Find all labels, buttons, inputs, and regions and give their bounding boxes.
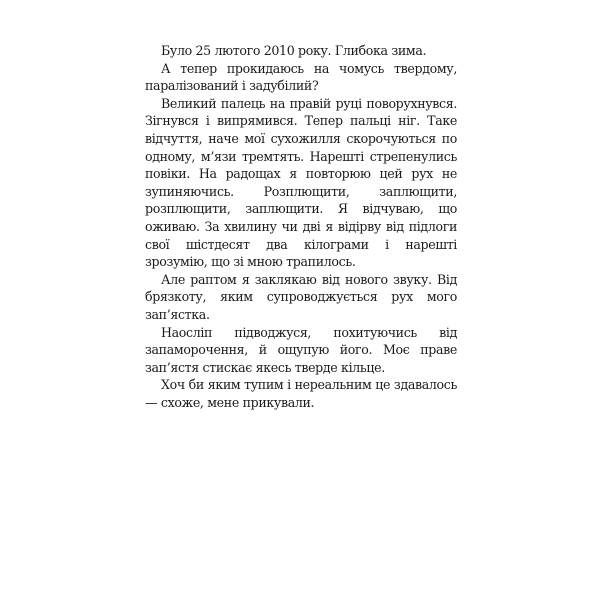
paragraph-6: Хоч би яким тупим і нереальним це здавалось — схоже, мене прикували.: [145, 377, 457, 410]
paragraph-2: А тепер прокидаюсь на чомусь твердому, паралізований і задубілий?: [145, 60, 457, 94]
paragraph-5: Наосліп підводжуся, похитуючись від запаморочення, й ощупую його. Моє праве зап’ястя стискає якесь тверде кільце.: [145, 324, 457, 375]
paragraph-1: Було 25 лютого 2010 року. Глибока зима.: [161, 43, 427, 58]
paragraph-3: Великий палець на правій руці поворухнувся. Зігнувся і випрямився. Тепер пальці ніг. Таке відчуття, наче мої сухожилля скорочуються по одному, м’язи тремтять. Нарешті стрепенулись повіки. На радощах я повторюю цей рух не зупиняючись. Розплющити, заплющити, розплющити, заплющити. Я відчуваю, що оживаю. За хвилину чи дві я відірву від підлоги свої шістдесят два кілограми і нарешті зрозумію, що зі мною трапилось.: [145, 95, 457, 270]
paragraph-4: Але раптом я заклякаю від нового звуку. Від брязкоту, яким супроводжується рух мого зап’ястка.: [145, 271, 457, 322]
book-page-text: [145, 42, 457, 411]
